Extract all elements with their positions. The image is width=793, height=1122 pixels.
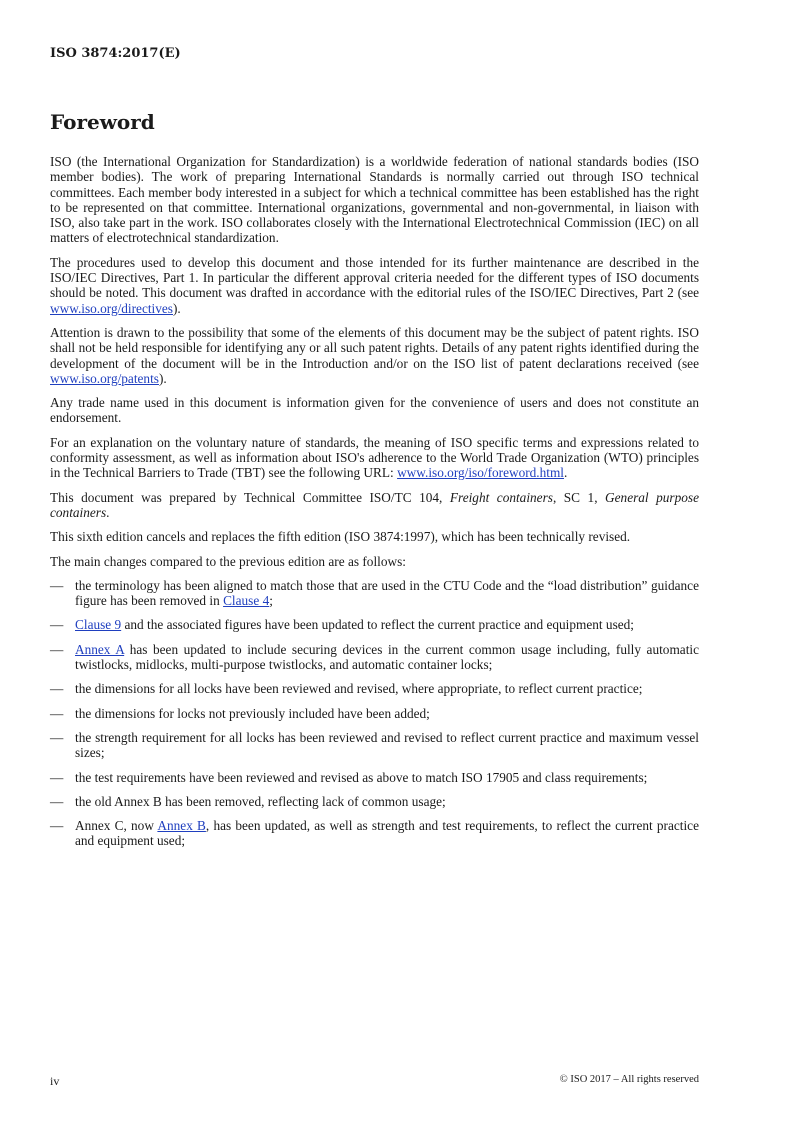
list-item: — the test requirements have been reviewed and revised as above to match ISO 17905 and class requirements; xyxy=(50,769,648,785)
patents-link[interactable]: www.iso.org/patents xyxy=(50,370,159,386)
paragraph-edition: This sixth edition cancels and replaces the fifth edition (ISO 3874:1997), which has been technically revised. xyxy=(50,529,631,545)
list-item: — the strength requirement for all locks has been reviewed and revised to reflect current practice and maximum vessel sizes; xyxy=(50,729,699,761)
dash-bullet: — xyxy=(50,705,64,721)
clause-9-link[interactable]: Clause 9 xyxy=(75,617,122,633)
paragraph-iso-intro: ISO (the International Organization for Standardization) is a worldwide federation of national standards bodies (ISO member bodies). The work of preparing International Standards is normally carried out through ISO technical committees. Each member body interested in a subject for which a technical committee has been established has the right to be represented on that committee. International organizations, governmental and non-governmental, in liaison with ISO, also take part in the work. ISO collaborates closely with the International Electrotechnical Commission (IEC) on all matters of electrotechnical standardization. xyxy=(50,154,699,246)
dash-bullet: — xyxy=(50,769,64,785)
list-item: — the terminology has been aligned to match those that are used in the CTU Code and the “load distribution” guidance figure has been removed in Clause 4; xyxy=(50,577,699,609)
document-id-header: ISO 3874:2017(E) xyxy=(50,46,181,61)
paragraph-committee: This document was prepared by Technical Committee ISO/TC 104, Freight containers, SC 1, General purpose containers. xyxy=(50,489,699,520)
annex-b-link[interactable]: Annex B xyxy=(157,818,206,834)
page-number: iv xyxy=(50,1074,60,1088)
dash-bullet: — xyxy=(50,577,64,593)
list-item: — Clause 9 and the associated figures have been updated to reflect the current practice and equipment used; xyxy=(50,617,634,633)
list-item: — the dimensions for all locks have been reviewed and revised, where appropriate, to reflect current practice; xyxy=(50,681,643,697)
committee-name: Freight containers xyxy=(449,489,553,505)
page-title: Foreword xyxy=(50,110,155,134)
list-item: — the old Annex B has been removed, reflecting lack of common usage; xyxy=(50,793,446,809)
dash-bullet: — xyxy=(50,681,64,697)
clause-4-link[interactable]: Clause 4 xyxy=(223,593,270,609)
paragraph-procedures: The procedures used to develop this document and those intended for its further maintenance are described in the ISO/IEC Directives, Part 1. In particular the different approval criteria needed for the different types of ISO documents should be noted. This document was drafted in accordance with the editorial rules of the ISO/IEC Directives, Part 2 (see www.iso.org/directives). xyxy=(50,254,699,316)
paragraph-voluntary-nature: For an explanation on the voluntary nature of standards, the meaning of ISO specific terms and expressions related to conformity assessment, as well as information about ISO's adherence to the World Trade Organization (WTO) principles in the Technical Barriers to Trade (TBT) see the following URL: www.iso.org/iso/foreword.html. xyxy=(50,434,699,481)
dash-bullet: — xyxy=(50,617,64,633)
copyright-notice: © ISO 2017 – All rights reserved xyxy=(559,1074,699,1085)
dash-bullet: — xyxy=(50,818,64,834)
dash-bullet: — xyxy=(50,729,64,745)
dash-bullet: — xyxy=(50,641,64,657)
subcommittee-name: General purpose containers xyxy=(50,489,699,520)
list-item: — Annex C, now Annex B, has been updated, as well as strength and test requirements, to reflect the current practice and equipment used; xyxy=(50,818,699,849)
paragraph-changes-intro: The main changes compared to the previous edition are as follows: xyxy=(50,553,406,569)
foreword-body xyxy=(50,154,699,858)
dash-bullet: — xyxy=(50,793,64,809)
paragraph-trade-name: Any trade name used in this document is information given for the convenience of users and does not constitute an endorsement. xyxy=(50,395,699,426)
list-item: — Annex A has been updated to include securing devices in the current common usage including, fully automatic twistlocks, midlocks, multi-purpose twistlocks, and automatic container locks; xyxy=(50,641,699,673)
foreword-url-link[interactable]: www.iso.org/iso/foreword.html xyxy=(397,465,565,481)
changes-list xyxy=(50,578,699,849)
paragraph-patents: Attention is drawn to the possibility that some of the elements of this document may be the subject of patent rights. ISO shall not be held responsible for identifying any or all such patent rights. Details of any patent rights identified during the development of the document will be in the Introduction and/or on the ISO list of patent declarations received (see www.iso.org/patents). xyxy=(50,324,699,386)
list-item: — the dimensions for locks not previously included have been added; xyxy=(50,705,430,721)
directives-link[interactable]: www.iso.org/directives xyxy=(50,300,173,316)
annex-a-link[interactable]: Annex A xyxy=(75,641,125,657)
